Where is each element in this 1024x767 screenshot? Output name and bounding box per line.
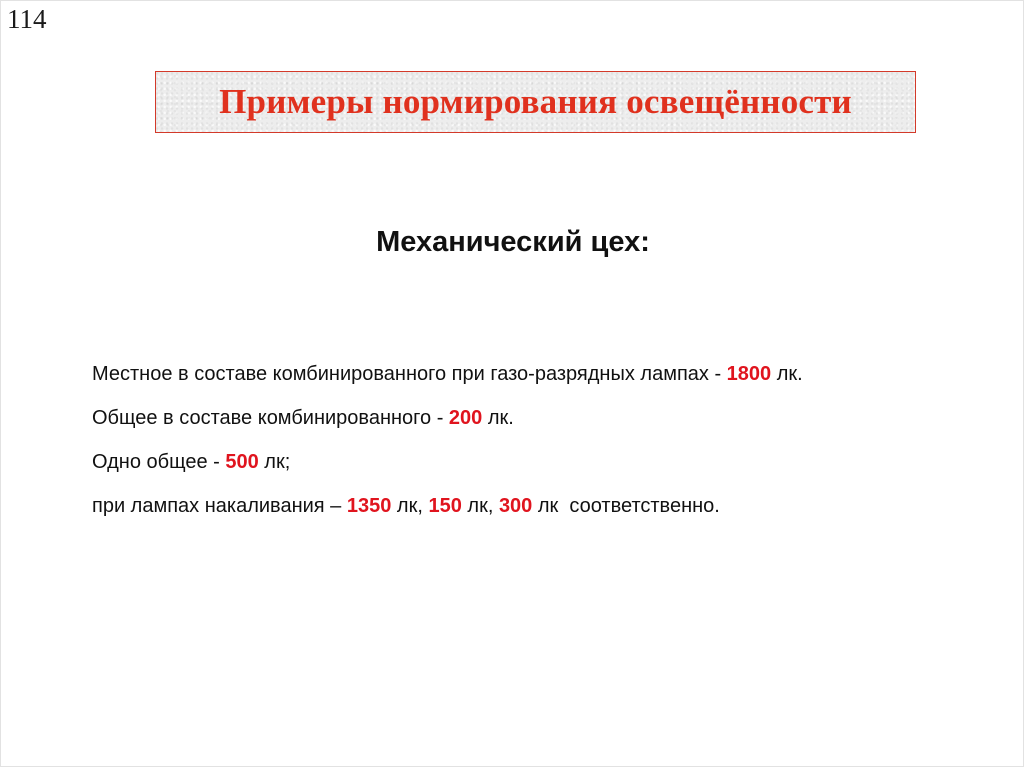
paragraph-local-lighting xyxy=(92,359,930,389)
paragraph-text: Общее в составе комбинированного - xyxy=(92,407,449,429)
body-text xyxy=(92,359,930,535)
paragraph-general-combined xyxy=(92,403,930,433)
lux-value: 500 xyxy=(225,451,259,473)
paragraph-text: лк; xyxy=(258,451,291,473)
paragraph-text: лк. xyxy=(482,407,514,429)
lux-value: 300 xyxy=(498,495,533,517)
title-banner xyxy=(155,71,916,133)
lux-value: 200 xyxy=(448,407,483,429)
paragraph-text: при лампах накаливания – xyxy=(92,495,347,517)
slide-title: Примеры нормирования освещённости xyxy=(219,82,852,121)
paragraph-text: лк, xyxy=(461,495,499,517)
section-heading: Механический цех: xyxy=(376,226,650,258)
lux-value: 150 xyxy=(428,495,462,517)
paragraph-text: лк соответственно. xyxy=(532,495,720,517)
lux-value: 1350 xyxy=(346,495,392,517)
paragraph-text: лк, xyxy=(391,495,429,517)
lux-value: 1800 xyxy=(726,363,772,385)
paragraph-text: Одно общее - xyxy=(92,451,226,473)
page-number: 114 xyxy=(7,4,47,34)
paragraph-general-only xyxy=(92,447,930,477)
paragraph-text: лк. xyxy=(771,363,803,385)
paragraph-text: Местное в составе комбинированного при газо-разрядных лампах - xyxy=(92,363,727,385)
paragraph-incandescent xyxy=(92,491,930,521)
